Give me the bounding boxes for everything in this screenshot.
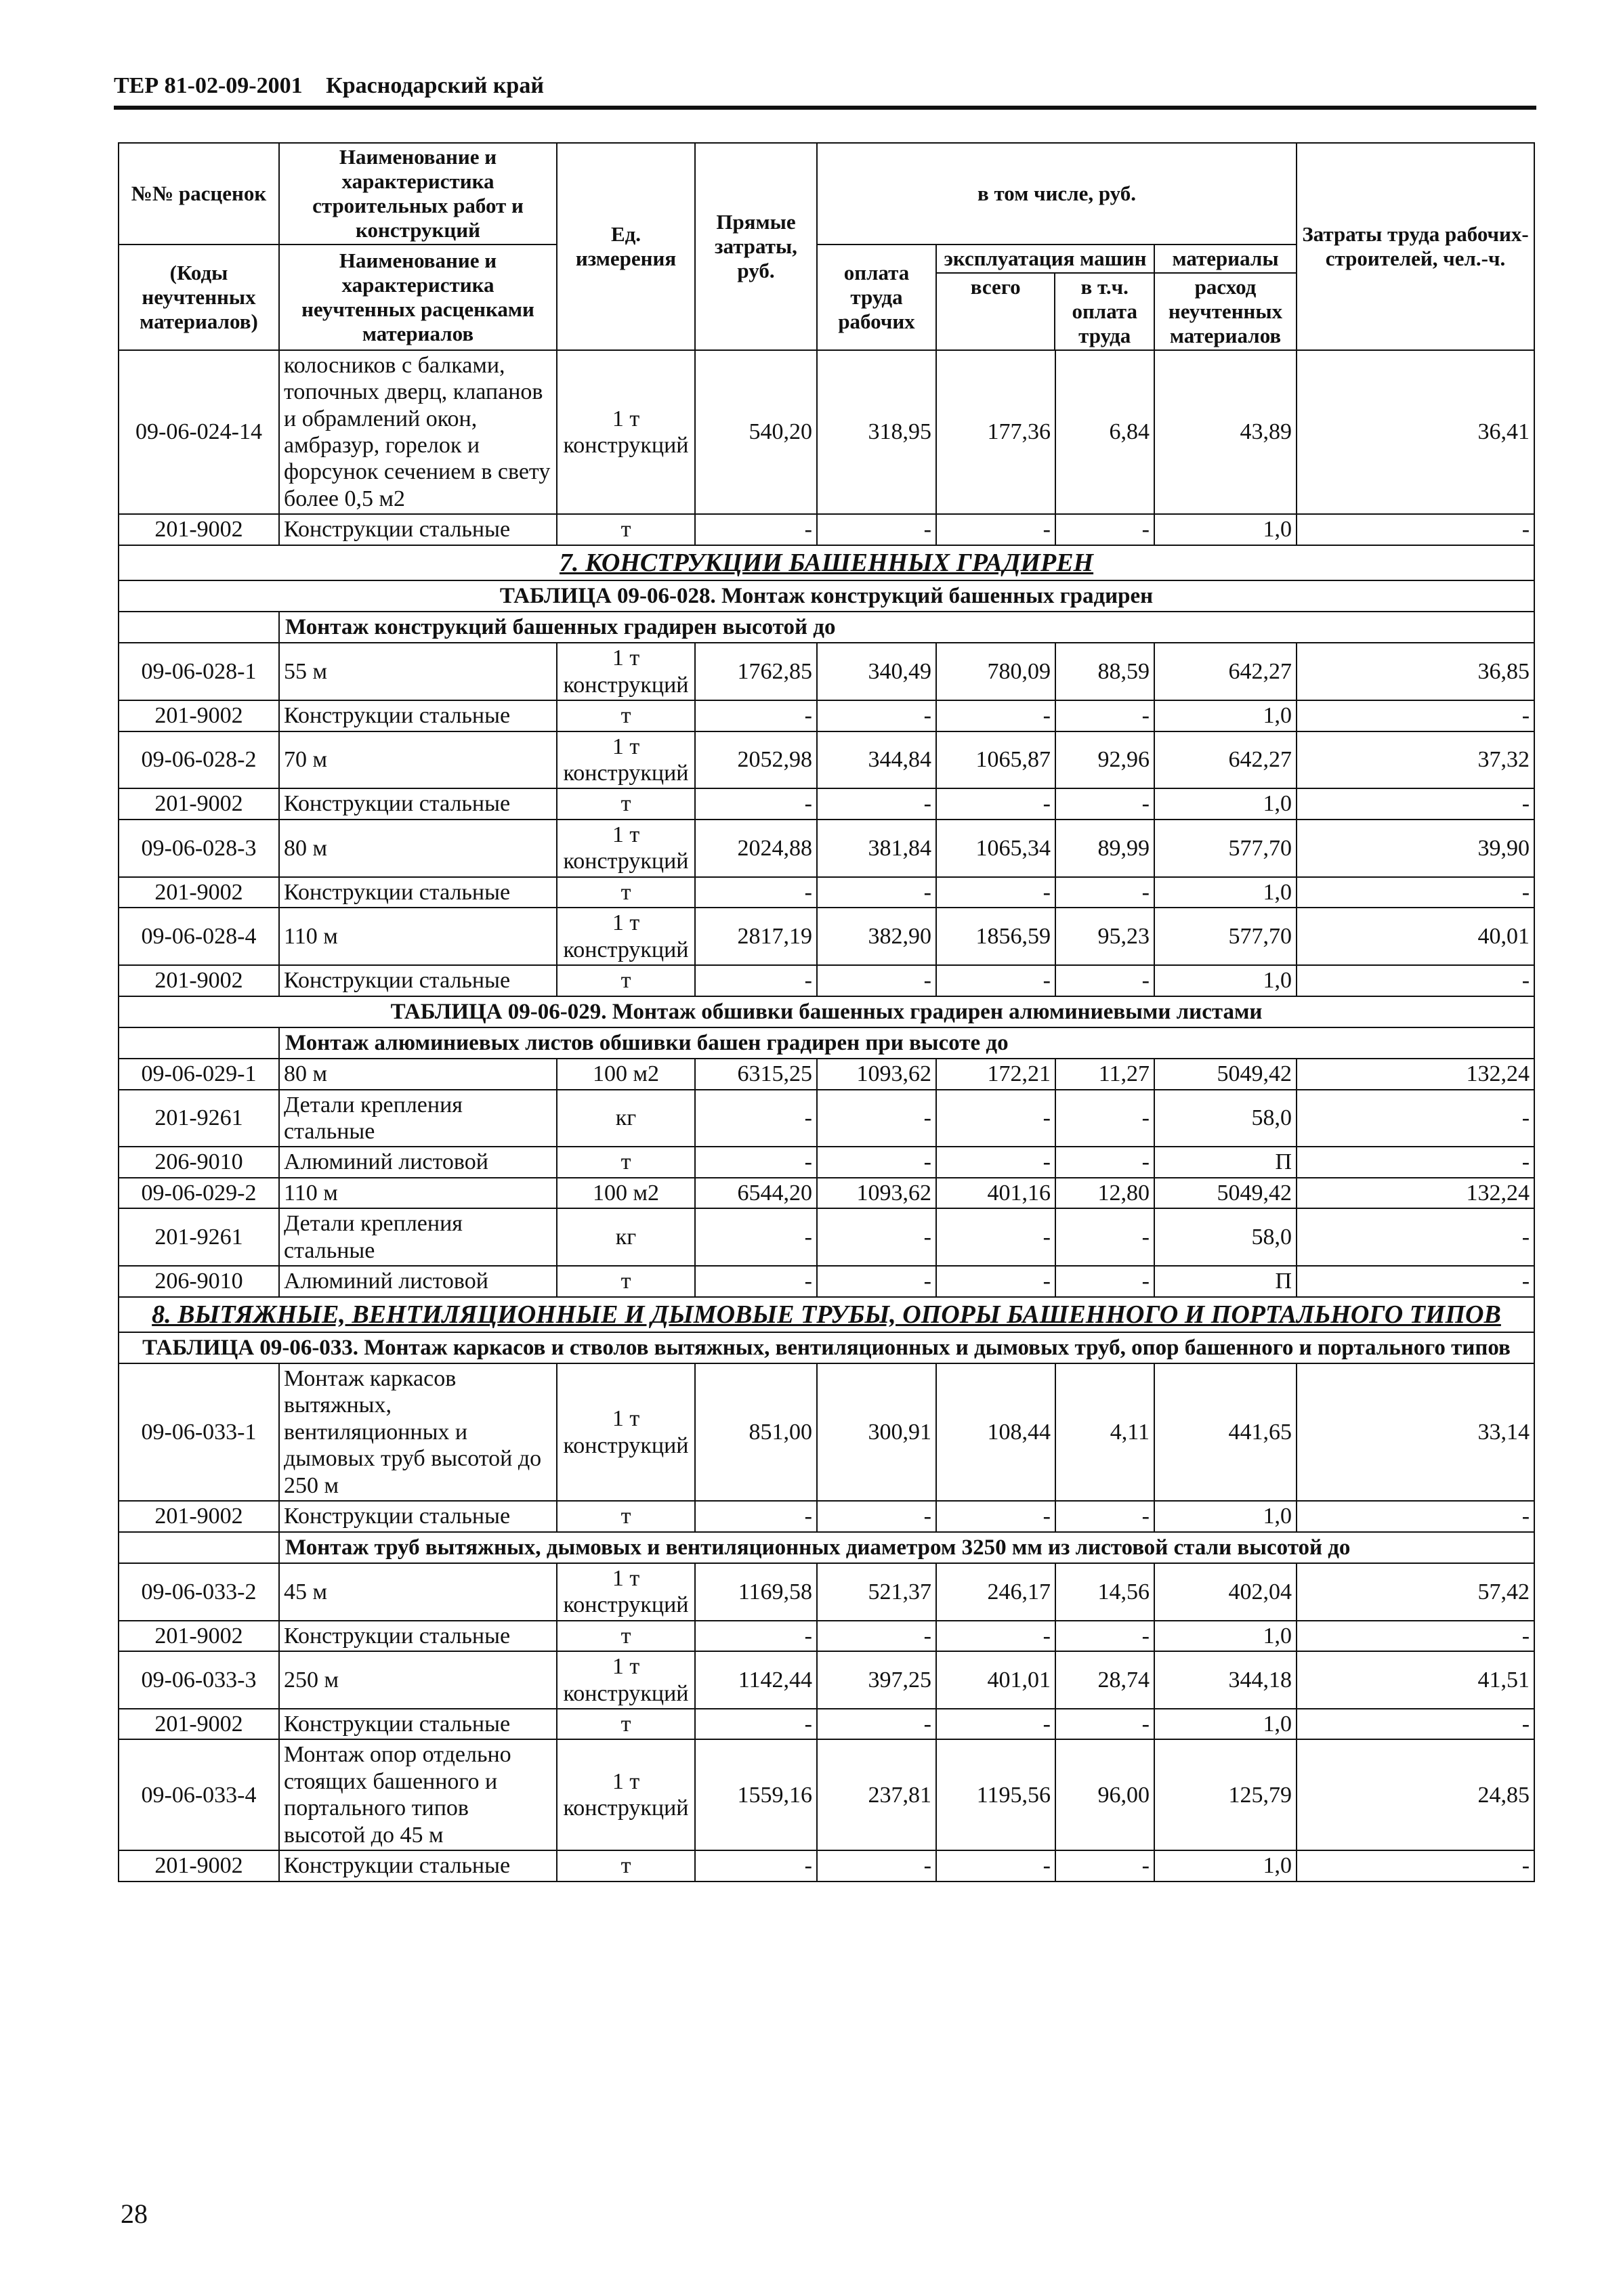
- cell-mat: П: [1154, 1266, 1297, 1296]
- heading-text: Монтаж конструкций башенных градирен высотой до: [279, 612, 1534, 643]
- cell-mach-pay: 96,00: [1055, 1739, 1154, 1850]
- cell-mach: -: [936, 514, 1055, 545]
- table-row: [119, 820, 1534, 877]
- cell-mat: 1,0: [1154, 877, 1297, 908]
- col-material-code-header: (Коды неучтенных материалов): [119, 245, 279, 350]
- cell-name: Конструкции стальные: [279, 1850, 557, 1881]
- cell-mach: -: [936, 1090, 1055, 1147]
- cell-mach: -: [936, 965, 1055, 996]
- cell-pay: -: [817, 788, 936, 819]
- cell-labor: -: [1297, 1501, 1534, 1531]
- cell-pay: 1093,62: [817, 1178, 936, 1208]
- cell-name: 70 м: [279, 731, 557, 789]
- cell-mach: 172,21: [936, 1059, 1055, 1089]
- cell-pay: -: [817, 1266, 936, 1296]
- cell-unit: 1 т конструкций: [557, 908, 695, 965]
- heading-text: 7. КОНСТРУКЦИИ БАШЕННЫХ ГРАДИРЕН: [119, 545, 1534, 580]
- cell-direct: -: [695, 1850, 817, 1881]
- cell-mat: 1,0: [1154, 788, 1297, 819]
- cell-code: 201-9002: [119, 1709, 279, 1739]
- cell-direct: 2052,98: [695, 731, 817, 789]
- cell-pay: -: [817, 1501, 936, 1531]
- cell-code: 206-9010: [119, 1266, 279, 1296]
- cell-unit: 1 т конструкций: [557, 643, 695, 700]
- cell-mach: 1195,56: [936, 1739, 1055, 1850]
- cell-labor: -: [1297, 1850, 1534, 1881]
- cell-name: Детали крепления стальные: [279, 1090, 557, 1147]
- cell-mach: -: [936, 1621, 1055, 1651]
- cell-mat: 1,0: [1154, 700, 1297, 731]
- cell-code: 09-06-024-14: [119, 350, 279, 515]
- col-rate-code-header: №№ расценок: [119, 143, 279, 245]
- table-row: [119, 1501, 1534, 1531]
- cell-code: 201-9002: [119, 514, 279, 545]
- cell-mach-pay: -: [1055, 1850, 1154, 1881]
- cell-code: 09-06-033-1: [119, 1363, 279, 1501]
- cell-code: 206-9010: [119, 1147, 279, 1177]
- cell-name: 55 м: [279, 643, 557, 700]
- cell-pay: 300,91: [817, 1363, 936, 1501]
- cell-mach: -: [936, 1501, 1055, 1531]
- heading-text: ТАБЛИЦА 09-06-028. Монтаж конструкций башенных градирен: [119, 580, 1534, 612]
- table-head: [119, 143, 1534, 350]
- cell-direct: -: [695, 1621, 817, 1651]
- cell-direct: -: [695, 514, 817, 545]
- cell-mach-pay: 28,74: [1055, 1651, 1154, 1709]
- cell-name: 80 м: [279, 820, 557, 877]
- cell-labor: 57,42: [1297, 1563, 1534, 1621]
- cell-labor: -: [1297, 1147, 1534, 1177]
- col-machines-header: [936, 245, 1154, 350]
- cell-labor: 36,85: [1297, 643, 1534, 700]
- cell-unit: т: [557, 1266, 695, 1296]
- cell-mat: 5049,42: [1154, 1059, 1297, 1089]
- cell-name: Конструкции стальные: [279, 877, 557, 908]
- cell-mach-pay: -: [1055, 1147, 1154, 1177]
- cell-direct: -: [695, 788, 817, 819]
- header-rule: [114, 106, 1536, 110]
- cell-labor: 41,51: [1297, 1651, 1534, 1709]
- cell-labor: 40,01: [1297, 908, 1534, 965]
- cell-mat: 58,0: [1154, 1090, 1297, 1147]
- cell-code: 201-9002: [119, 965, 279, 996]
- cell-labor: -: [1297, 788, 1534, 819]
- heading-text: ТАБЛИЦА 09-06-029. Монтаж обшивки башенных градирен алюминиевыми листами: [119, 996, 1534, 1027]
- table-row: [119, 1363, 1534, 1501]
- cell-direct: -: [695, 965, 817, 996]
- cell-name: Конструкции стальные: [279, 788, 557, 819]
- cell-mach: 108,44: [936, 1363, 1055, 1501]
- group-heading: [119, 1027, 1534, 1059]
- table-row: [119, 877, 1534, 908]
- table-body: [119, 350, 1534, 1882]
- col-incl-header: в том числе, руб.: [817, 143, 1297, 245]
- cell-pay: -: [817, 514, 936, 545]
- cell-unit: 1 т конструкций: [557, 731, 695, 789]
- col-labor-header: Затраты труда рабочих-строителей, чел.-ч.: [1297, 143, 1534, 350]
- cell-mach-pay: 6,84: [1055, 350, 1154, 515]
- group-heading: [119, 612, 1534, 643]
- cell-mach-pay: -: [1055, 514, 1154, 545]
- cell-unit: т: [557, 877, 695, 908]
- cell-name: Алюминий листовой: [279, 1266, 557, 1296]
- cell-unit: 1 т конструкций: [557, 350, 695, 515]
- cell-name: Конструкции стальные: [279, 700, 557, 731]
- cell-mach: 780,09: [936, 643, 1055, 700]
- table-row: [119, 1208, 1534, 1266]
- cell-unit: т: [557, 1147, 695, 1177]
- cell-mach-pay: 4,11: [1055, 1363, 1154, 1501]
- table-row: [119, 965, 1534, 996]
- cell-pay: 340,49: [817, 643, 936, 700]
- cell-direct: 6315,25: [695, 1059, 817, 1089]
- cell-direct: 6544,20: [695, 1178, 817, 1208]
- cell-mach-pay: -: [1055, 1709, 1154, 1739]
- cell-pay: -: [817, 1709, 936, 1739]
- cell-mach-pay: 12,80: [1055, 1178, 1154, 1208]
- cell-mach: -: [936, 1709, 1055, 1739]
- cell-pay: 344,84: [817, 731, 936, 789]
- table-row: [119, 788, 1534, 819]
- table-row: [119, 1739, 1534, 1850]
- machines-pay-label: в т.ч. оплата труда: [1054, 274, 1154, 349]
- cell-code: 09-06-028-3: [119, 820, 279, 877]
- heading-text: Монтаж алюминиевых листов обшивки башен градирен при высоте до: [279, 1027, 1534, 1059]
- cell-unit: 1 т конструкций: [557, 820, 695, 877]
- cell-pay: 237,81: [817, 1739, 936, 1850]
- cell-name: Монтаж опор отдельно стоящих башенного и портального типов высотой до 45 м: [279, 1739, 557, 1850]
- col-name-header: Наименование и характеристика строительных работ и конструкций: [279, 143, 557, 245]
- cell-mach: -: [936, 1208, 1055, 1266]
- empty-cell: [119, 612, 279, 643]
- cell-direct: 851,00: [695, 1363, 817, 1501]
- cell-name: Конструкции стальные: [279, 965, 557, 996]
- cell-name: Монтаж каркасов вытяжных, вентиляционных и дымовых труб высотой до 250 м: [279, 1363, 557, 1501]
- section-heading: [119, 1297, 1534, 1332]
- cell-mach-pay: -: [1055, 965, 1154, 996]
- cell-mach: -: [936, 788, 1055, 819]
- cell-unit: т: [557, 1709, 695, 1739]
- cell-unit: кг: [557, 1090, 695, 1147]
- cell-direct: 1762,85: [695, 643, 817, 700]
- cell-mach: 1065,34: [936, 820, 1055, 877]
- cell-mach-pay: -: [1055, 1208, 1154, 1266]
- cell-unit: т: [557, 965, 695, 996]
- cell-mat: 1,0: [1154, 1621, 1297, 1651]
- cell-direct: -: [695, 877, 817, 908]
- cell-name: Детали крепления стальные: [279, 1208, 557, 1266]
- heading-text: 8. ВЫТЯЖНЫЕ, ВЕНТИЛЯЦИОННЫЕ И ДЫМОВЫЕ ТРУБЫ, ОПОРЫ БАШЕННОГО И ПОРТАЛЬНОГО ТИПОВ: [119, 1297, 1534, 1332]
- cell-labor: -: [1297, 1621, 1534, 1651]
- cell-name: 250 м: [279, 1651, 557, 1709]
- doc-code: ТЕР 81-02-09-2001: [114, 73, 303, 98]
- cell-name: Алюминий листовой: [279, 1147, 557, 1177]
- cell-mat: 1,0: [1154, 965, 1297, 996]
- table-row: [119, 1709, 1534, 1739]
- cell-unit: т: [557, 700, 695, 731]
- cell-mat: 402,04: [1154, 1563, 1297, 1621]
- cell-pay: 381,84: [817, 820, 936, 877]
- machines-total-label: всего: [970, 274, 1021, 299]
- empty-cell: [119, 1027, 279, 1059]
- page-number: 28: [121, 2198, 148, 2229]
- table-row: [119, 1090, 1534, 1147]
- cell-mat: 642,27: [1154, 643, 1297, 700]
- cell-code: 201-9002: [119, 877, 279, 908]
- cell-mat: 58,0: [1154, 1208, 1297, 1266]
- doc-region: Краснодарский край: [326, 73, 544, 98]
- cell-mach-pay: -: [1055, 700, 1154, 731]
- cell-labor: 132,24: [1297, 1178, 1534, 1208]
- cell-direct: 2024,88: [695, 820, 817, 877]
- cell-mach-pay: 88,59: [1055, 643, 1154, 700]
- cell-labor: -: [1297, 700, 1534, 731]
- cell-mat: 1,0: [1154, 514, 1297, 545]
- cell-mach: 177,36: [936, 350, 1055, 515]
- cell-mat: 441,65: [1154, 1363, 1297, 1501]
- table-row: [119, 1147, 1534, 1177]
- cell-code: 201-9002: [119, 1850, 279, 1881]
- cell-code: 201-9002: [119, 1501, 279, 1531]
- table-row: [119, 350, 1534, 515]
- table-row: [119, 1563, 1534, 1621]
- cell-labor: 37,32: [1297, 731, 1534, 789]
- cell-mach-pay: 14,56: [1055, 1563, 1154, 1621]
- cell-direct: -: [695, 1090, 817, 1147]
- table-row: [119, 1621, 1534, 1651]
- cell-direct: -: [695, 1208, 817, 1266]
- cell-name: Конструкции стальные: [279, 514, 557, 545]
- cell-unit: т: [557, 1850, 695, 1881]
- cell-labor: 33,14: [1297, 1363, 1534, 1501]
- empty-cell: [119, 1532, 279, 1563]
- cell-labor: -: [1297, 1266, 1534, 1296]
- cell-pay: 1093,62: [817, 1059, 936, 1089]
- materials-usage-label: расход неучтенных материалов: [1155, 272, 1296, 349]
- cell-labor: -: [1297, 1208, 1534, 1266]
- cell-unit: 1 т конструкций: [557, 1363, 695, 1501]
- cell-mach-pay: 89,99: [1055, 820, 1154, 877]
- cell-pay: -: [817, 700, 936, 731]
- table-row: [119, 1178, 1534, 1208]
- table-title: [119, 996, 1534, 1027]
- machines-label: эксплуатация машин: [944, 246, 1147, 270]
- cell-name: колосников с балками, топочных дверц, клапанов и обрамлений окон, амбразур, горелок и форсунок сечением в свету более 0,5 м2: [279, 350, 557, 515]
- cell-code: 201-9002: [119, 788, 279, 819]
- col-materials-header: [1154, 245, 1297, 350]
- cell-mach: 401,16: [936, 1178, 1055, 1208]
- cell-direct: -: [695, 700, 817, 731]
- cell-code: 09-06-029-2: [119, 1178, 279, 1208]
- cell-name: Конструкции стальные: [279, 1501, 557, 1531]
- cell-mat: 43,89: [1154, 350, 1297, 515]
- table-row: [119, 514, 1534, 545]
- cell-code: 09-06-028-1: [119, 643, 279, 700]
- cell-unit: 100 м2: [557, 1178, 695, 1208]
- cell-direct: 540,20: [695, 350, 817, 515]
- cell-code: 09-06-033-2: [119, 1563, 279, 1621]
- cell-mat: 577,70: [1154, 820, 1297, 877]
- table-row: [119, 1651, 1534, 1709]
- cell-mach: 246,17: [936, 1563, 1055, 1621]
- cell-mat: 344,18: [1154, 1651, 1297, 1709]
- cell-code: 201-9002: [119, 700, 279, 731]
- cell-name: 45 м: [279, 1563, 557, 1621]
- cell-labor: 24,85: [1297, 1739, 1534, 1850]
- cell-unit: кг: [557, 1208, 695, 1266]
- cell-code: 09-06-033-3: [119, 1651, 279, 1709]
- table-row: [119, 731, 1534, 789]
- section-heading: [119, 545, 1534, 580]
- materials-label: материалы: [1172, 246, 1279, 270]
- cell-mach: -: [936, 1266, 1055, 1296]
- table-row: [119, 908, 1534, 965]
- cell-mach-pay: -: [1055, 1090, 1154, 1147]
- table-row: [119, 1266, 1534, 1296]
- cell-unit: 1 т конструкций: [557, 1739, 695, 1850]
- cell-unit: т: [557, 1501, 695, 1531]
- cell-code: 201-9261: [119, 1090, 279, 1147]
- table-row: [119, 643, 1534, 700]
- cell-code: 09-06-033-4: [119, 1739, 279, 1850]
- cell-labor: 39,90: [1297, 820, 1534, 877]
- cell-mach-pay: -: [1055, 788, 1154, 819]
- cell-code: 09-06-028-2: [119, 731, 279, 789]
- cell-name: Конструкции стальные: [279, 1621, 557, 1651]
- cell-mach: -: [936, 877, 1055, 908]
- cell-mach: 401,01: [936, 1651, 1055, 1709]
- cell-code: 201-9261: [119, 1208, 279, 1266]
- cell-mach: 1856,59: [936, 908, 1055, 965]
- cell-unit: т: [557, 788, 695, 819]
- cell-mat: 1,0: [1154, 1850, 1297, 1881]
- cell-labor: -: [1297, 1090, 1534, 1147]
- cell-labor: -: [1297, 877, 1534, 908]
- cell-labor: -: [1297, 1709, 1534, 1739]
- cell-mat: 642,27: [1154, 731, 1297, 789]
- cell-pay: -: [817, 1090, 936, 1147]
- cell-mat: 577,70: [1154, 908, 1297, 965]
- col-unit-header: Ед. измерения: [557, 143, 695, 350]
- cell-pay: -: [817, 965, 936, 996]
- cell-pay: 318,95: [817, 350, 936, 515]
- page-header: [114, 73, 562, 99]
- cell-direct: -: [695, 1501, 817, 1531]
- col-pay-header: оплата труда рабочих: [817, 245, 936, 350]
- cell-labor: 132,24: [1297, 1059, 1534, 1089]
- cell-mach-pay: 95,23: [1055, 908, 1154, 965]
- cell-pay: -: [817, 1147, 936, 1177]
- cell-labor: -: [1297, 965, 1534, 996]
- cell-pay: -: [817, 1621, 936, 1651]
- group-heading: [119, 1532, 1534, 1563]
- cell-direct: 1142,44: [695, 1651, 817, 1709]
- cell-direct: -: [695, 1266, 817, 1296]
- cell-name: 110 м: [279, 908, 557, 965]
- cell-pay: 382,90: [817, 908, 936, 965]
- cell-unit: 1 т конструкций: [557, 1651, 695, 1709]
- table-title: [119, 580, 1534, 612]
- cell-mach-pay: -: [1055, 1621, 1154, 1651]
- table-row: [119, 1059, 1534, 1089]
- cell-pay: -: [817, 1850, 936, 1881]
- rates-table: [118, 142, 1535, 1882]
- table-row: [119, 700, 1534, 731]
- heading-text: ТАБЛИЦА 09-06-033. Монтаж каркасов и стволов вытяжных, вентиляционных и дымовых труб, опор башенного и портального типов: [119, 1332, 1534, 1363]
- cell-mach-pay: 92,96: [1055, 731, 1154, 789]
- cell-mach: -: [936, 1147, 1055, 1177]
- cell-name: 80 м: [279, 1059, 557, 1089]
- cell-unit: т: [557, 514, 695, 545]
- cell-unit: т: [557, 1621, 695, 1651]
- cell-mat: 1,0: [1154, 1501, 1297, 1531]
- cell-direct: -: [695, 1709, 817, 1739]
- heading-text: Монтаж труб вытяжных, дымовых и вентиляционных диаметром 3250 мм из листовой стали высотой до: [279, 1532, 1534, 1563]
- col-direct-header: Прямые затраты, руб.: [695, 143, 817, 350]
- cell-code: 09-06-029-1: [119, 1059, 279, 1089]
- cell-unit: 100 м2: [557, 1059, 695, 1089]
- cell-code: 201-9002: [119, 1621, 279, 1651]
- cell-name: Конструкции стальные: [279, 1709, 557, 1739]
- cell-direct: 1559,16: [695, 1739, 817, 1850]
- cell-mach-pay: -: [1055, 1501, 1154, 1531]
- cell-mach: 1065,87: [936, 731, 1055, 789]
- cell-mat: 125,79: [1154, 1739, 1297, 1850]
- cell-direct: 2817,19: [695, 908, 817, 965]
- cell-mat: 5049,42: [1154, 1178, 1297, 1208]
- cell-labor: -: [1297, 514, 1534, 545]
- cell-direct: 1169,58: [695, 1563, 817, 1621]
- cell-mach: -: [936, 700, 1055, 731]
- cell-mach-pay: -: [1055, 877, 1154, 908]
- table-title: [119, 1332, 1534, 1363]
- cell-unit: 1 т конструкций: [557, 1563, 695, 1621]
- cell-code: 09-06-028-4: [119, 908, 279, 965]
- table-row: [119, 1850, 1534, 1881]
- cell-name: 110 м: [279, 1178, 557, 1208]
- cell-direct: -: [695, 1147, 817, 1177]
- cell-pay: -: [817, 1208, 936, 1266]
- cell-mat: П: [1154, 1147, 1297, 1177]
- cell-mach-pay: -: [1055, 1266, 1154, 1296]
- cell-labor: 36,41: [1297, 350, 1534, 515]
- cell-mat: 1,0: [1154, 1709, 1297, 1739]
- cell-pay: -: [817, 877, 936, 908]
- cell-mach-pay: 11,27: [1055, 1059, 1154, 1089]
- cell-pay: 397,25: [817, 1651, 936, 1709]
- cell-mach: -: [936, 1850, 1055, 1881]
- col-material-name-header: Наименование и характеристика неучтенных расценками материалов: [279, 245, 557, 350]
- cell-pay: 521,37: [817, 1563, 936, 1621]
